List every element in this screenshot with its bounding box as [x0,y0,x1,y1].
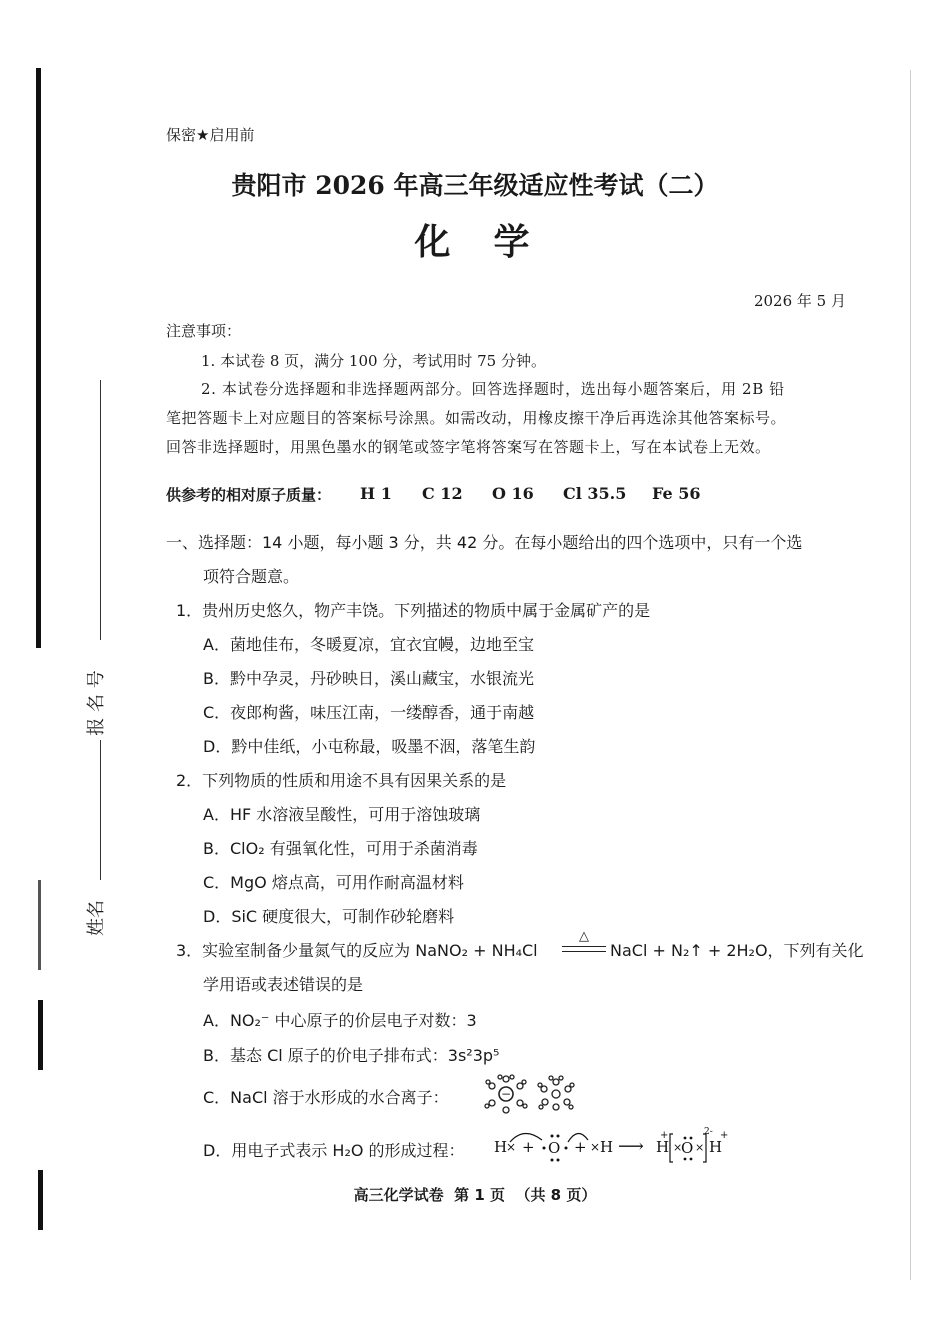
question-1-option: A．菌地佳布，冬暖夏凉，宜衣宜幔，边地至宝 [203,635,534,654]
exam-date: 2026 年 5 月 [753,292,846,310]
page-footer: 高三化学试卷 第 1 页 （共 8 页） [353,1186,597,1204]
hydrogen-atom: H [494,1138,508,1156]
hydrogen-charge: + [720,1130,729,1141]
equal-sign-bottom [562,951,606,952]
hydrogen-atom: H [600,1138,614,1156]
note-line: 2. 本试卷分选择题和非选择题两部分。回答选择题时，选出每小题答案后，用 2B 铅 [201,380,785,398]
plus-sign: + [574,1138,587,1156]
question-2-option: B．ClO₂ 有强氧化性，可用于杀菌消毒 [203,839,478,858]
question-3-option-b: B．基态 Cl 原子的价电子排布式：3s²3p⁵ [203,1046,500,1065]
oxide-charge: 2- [704,1127,713,1137]
exam-number-line-lower [100,740,101,880]
atomic-mass-o: O 16 [492,484,534,503]
electron-cross: × [695,1141,705,1154]
oxygen-atom: O [548,1139,561,1157]
question-3-stem: 3．实验室制备少量氮气的反应为 NaNO₂ + NH₄Cl [176,941,538,960]
atomic-mass-label: 供参考的相对原子质量： [166,486,332,504]
hydrogen-ion: H [656,1138,670,1156]
question-2-option: D．SiC 硬度很大，可制作砂轮磨料 [203,907,455,926]
equal-sign-top [562,946,606,947]
question-1-option: B．黔中孕灵，丹砂映日，溪山藏宝，水银流光 [203,669,534,688]
reaction-arrow: ⟶ [618,1136,644,1157]
atomic-mass-fe: Fe 56 [652,484,701,503]
question-3-option-a: A．NO₂⁻ 中心原子的价层电子对数：3 [203,1011,477,1030]
hydrogen-ion: H [709,1138,723,1156]
question-1-stem: 1．贵州历史悠久，物产丰饶。下列描述的物质中属于金属矿产的是 [176,601,651,620]
question-2-option: A．HF 水溶液呈酸性，可用于溶蚀玻璃 [203,805,481,824]
water-formation-diagram [492,1120,742,1170]
atomic-mass-cl: Cl 35.5 [563,484,627,503]
reaction-condition [562,930,606,952]
name-label: 姓名 [86,900,107,936]
question-3-option-c: C．NaCl 溶于水形成的水合离子： [203,1088,449,1107]
notes-heading: 注意事项： [166,322,242,340]
electron-cross: × [506,1140,517,1154]
hydrated-ion-diagram [480,1072,580,1116]
question-3-option-d: D．用电子式表示 H₂O 的形成过程： [203,1141,465,1160]
exam-title: 贵阳市 2026 年高三年级适应性考试（二） [231,171,719,200]
note-line: 回答非选择题时，用黑色墨水的钢笔或签字笔将答案写在答题卡上，写在本试卷上无效。 [166,438,771,456]
question-3-stem-line2: 学用语或表述错误的是 [203,975,364,994]
oxygen-in-water: O [681,1139,694,1157]
subject-title: 化 学 [414,221,536,263]
question-2-option: C．MgO 熔点高，可用作耐高温材料 [203,873,464,892]
question-1-option: C．夜郎枸酱，味压江南，一缕醇香，通于南越 [203,703,535,722]
confidential-label: 保密★启用前 [166,126,255,144]
question-1-option: D．黔中佳纸，小屯称最，吸墨不洇，落笔生韵 [203,737,536,756]
hydrated-na-ion [538,1076,574,1110]
hydrogen-charge: + [660,1130,669,1141]
atomic-mass-c: C 12 [422,484,463,503]
section-heading-cont: 项符合题意。 [203,567,300,586]
note-line: 1. 本试卷 8 页，满分 100 分，考试用时 75 分钟。 [201,352,546,370]
atomic-mass-h: H 1 [360,484,392,503]
heat-symbol: △ [579,929,589,944]
note-line: 笔把答题卡上对应题目的答案标号涂黑。如需改动，用橡皮擦干净后再选涂其他答案标号。 [166,409,787,427]
exam-number-line [100,380,101,640]
chloride-charge: − [500,1087,512,1101]
section-heading: 一、选择题：14 小题，每小题 3 分，共 42 分。在每小题给出的四个选项中，只有一个选 [166,533,803,552]
binding-edge-bar [36,68,41,648]
electron-cross: × [673,1141,683,1154]
question-2-stem: 2．下列物质的性质和用途不具有因果关系的是 [176,771,507,790]
electron-cross: × [590,1140,601,1154]
question-3-stem-cont: NaCl + N₂↑ + 2H₂O，下列有关化 [610,941,864,960]
binding-edge-bar [38,880,41,970]
binding-edge-bar [38,1000,43,1070]
plus-sign: + [522,1138,535,1156]
exam-number-label: 报 名 号 [86,670,107,736]
